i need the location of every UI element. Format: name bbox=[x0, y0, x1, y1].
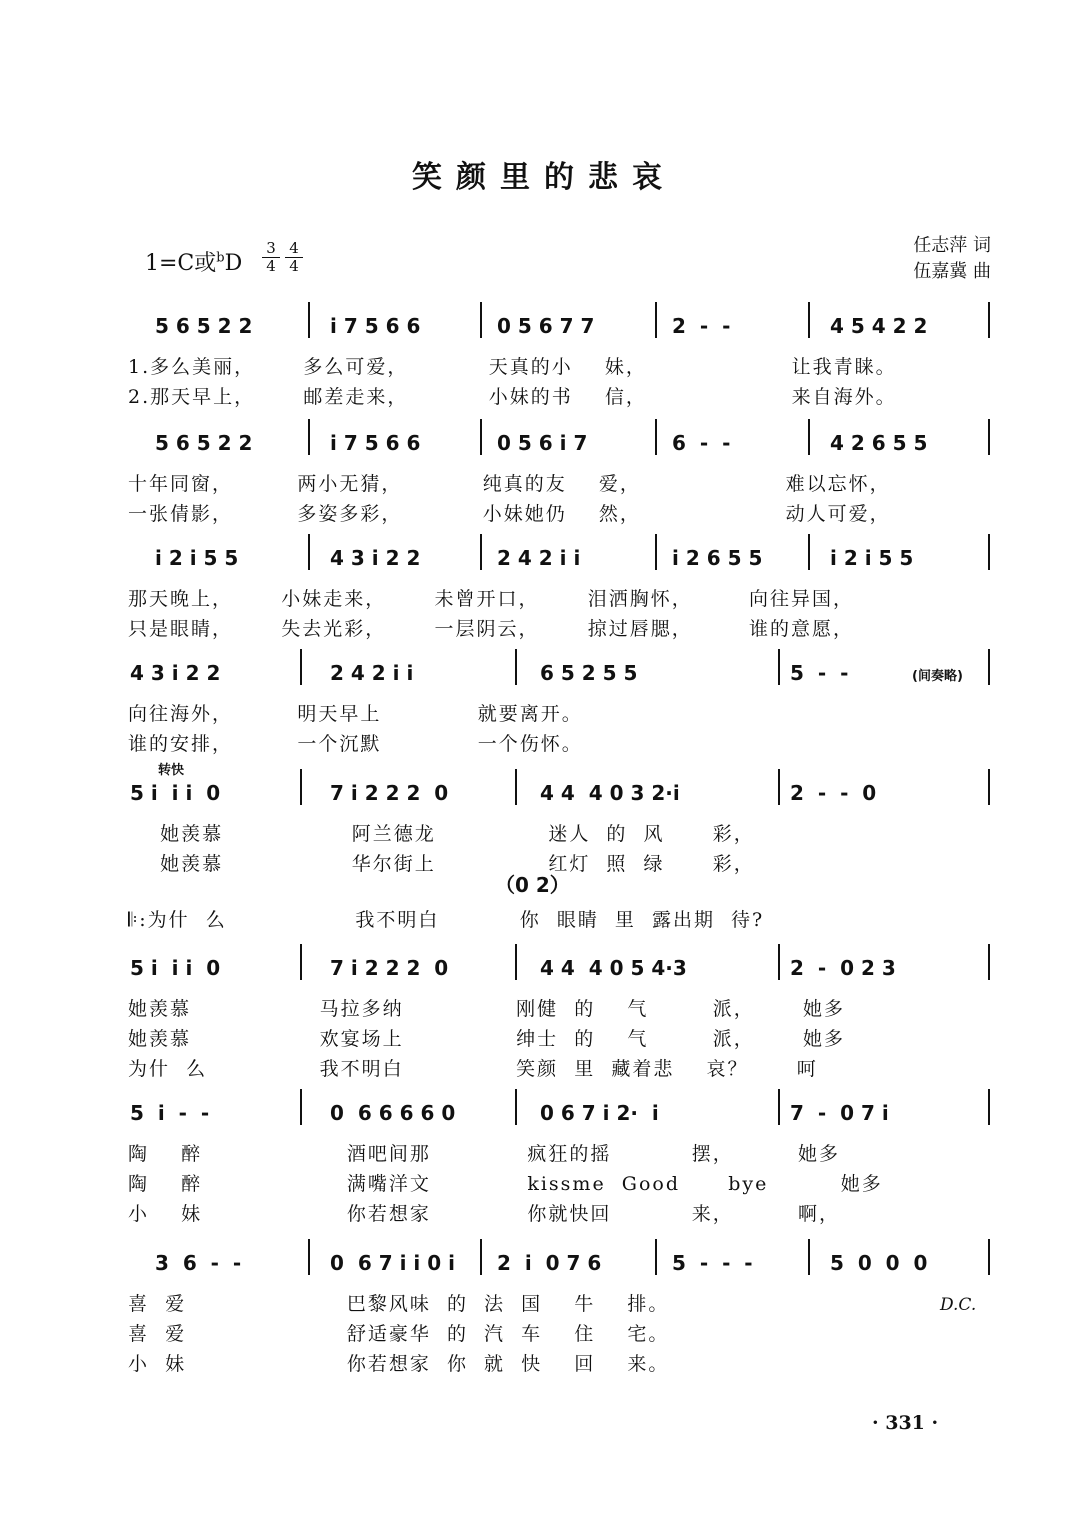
lyric-line: 喜 爱 巴黎风味 的 法 国 牛 排。 bbox=[128, 1293, 670, 1315]
barline bbox=[300, 944, 302, 980]
measure-notes: 4 3 i 2 2 bbox=[130, 661, 221, 685]
lyric-line: 谁的安排， 一个沉默 一个伤怀。 bbox=[128, 733, 583, 755]
measure-notes: 3 6 - - bbox=[155, 1251, 242, 1275]
barline bbox=[655, 1239, 657, 1275]
barline bbox=[300, 769, 302, 805]
composer: 伍嘉冀 曲 bbox=[913, 261, 991, 282]
measure-notes: 5 6 5 2 2 bbox=[155, 314, 253, 338]
barline bbox=[988, 302, 990, 338]
barline bbox=[988, 1239, 990, 1275]
measure-notes: 0 6 7 i i 0 i bbox=[330, 1251, 455, 1275]
lyric-line: 那天晚上， 小妹走来， 未曾开口， 泪洒胸怀， 向往异国， bbox=[128, 588, 854, 610]
barline bbox=[778, 1089, 780, 1125]
barline bbox=[808, 419, 810, 455]
key-signature: 1=C或$^b$D bbox=[145, 250, 243, 276]
lyric-line: 陶 醉 满嘴洋文 kissme Good bye 她多 bbox=[128, 1173, 883, 1195]
measure-notes: 4 2 6 5 5 bbox=[830, 431, 928, 455]
barline bbox=[778, 769, 780, 805]
lyric-line: 向往海外， 明天早上 就要离开。 bbox=[128, 703, 583, 725]
barline bbox=[778, 944, 780, 980]
measure-notes: 0 5 6 i 7 bbox=[497, 431, 588, 455]
barline bbox=[515, 769, 517, 805]
lyric-line: 她羡慕 阿兰德龙 迷人 的 风 彩， bbox=[128, 823, 755, 845]
measure-notes: 6 - - bbox=[672, 431, 731, 455]
lyric-line: 她羡慕 华尔街上 红灯 照 绿 彩， bbox=[128, 853, 755, 875]
barline bbox=[515, 649, 517, 685]
page-number: · 331 · bbox=[872, 1412, 939, 1434]
barline bbox=[308, 1239, 310, 1275]
measure-notes: 4 4 4 0 3 2·i bbox=[540, 781, 680, 805]
time-signature-2: 4 4 bbox=[285, 240, 303, 275]
barline bbox=[480, 302, 482, 338]
measure-notes: i 7 5 6 6 bbox=[330, 314, 421, 338]
barline bbox=[515, 1089, 517, 1125]
barline bbox=[808, 1239, 810, 1275]
measure-notes: 7 - 0 7 i bbox=[790, 1101, 889, 1125]
measure-notes: 2 4 2 i i bbox=[497, 546, 581, 570]
lyric-line: 她羡慕 欢宴场上 绅士 的 气 派， 她多 bbox=[128, 1028, 845, 1050]
measure-notes: 2 - - bbox=[672, 314, 731, 338]
lyric-line: 陶 醉 酒吧间那 疯狂的摇 摆， 她多 bbox=[128, 1143, 841, 1165]
barline bbox=[808, 302, 810, 338]
measure-notes: 4 5 4 2 2 bbox=[830, 314, 928, 338]
measure-notes: 2 - - 0 bbox=[790, 781, 877, 805]
measure-notes: 0 5 6 7 7 bbox=[497, 314, 595, 338]
lyric-line: 小 妹 你若想家 你 就 快 回 来。 bbox=[128, 1353, 670, 1375]
lyric-line: 小 妹 你若想家 你就快回 来， 啊， bbox=[128, 1203, 841, 1225]
lyric-line: 只是眼睛， 失去光彩， 一层阴云， 掠过唇腮， 谁的意愿， bbox=[128, 618, 854, 640]
barline bbox=[480, 534, 482, 570]
measure-notes: 0 6 6 6 6 0 bbox=[330, 1101, 456, 1125]
measure-notes: 6 5 2 5 5 bbox=[540, 661, 638, 685]
lyric-line: 她羡慕 马拉多纳 刚健 的 气 派， 她多 bbox=[128, 998, 845, 1020]
barline bbox=[655, 419, 657, 455]
barline bbox=[988, 769, 990, 805]
lyric-line: 为什 么 我不明白 笑颜 里 藏着悲 哀？ 呵 bbox=[128, 1058, 818, 1080]
measure-notes: 4 4 4 0 5 4·3 bbox=[540, 956, 687, 980]
song-title: 笑颜里的悲哀 bbox=[412, 160, 676, 195]
measure-notes: 5 0 0 0 bbox=[830, 1251, 928, 1275]
measure-notes: 5 i i i 0 bbox=[130, 781, 221, 805]
barline bbox=[988, 944, 990, 980]
time-signature-1: 3 4 bbox=[262, 240, 280, 275]
barline bbox=[480, 1239, 482, 1275]
barline bbox=[515, 944, 517, 980]
measure-notes: i 2 6 5 5 bbox=[672, 546, 763, 570]
barline bbox=[308, 534, 310, 570]
measure-notes: 5 i i i 0 bbox=[130, 956, 221, 980]
barline bbox=[808, 534, 810, 570]
barline bbox=[308, 419, 310, 455]
lyric-line: 喜 爱 舒适豪华 的 汽 车 住 宅。 bbox=[128, 1323, 670, 1345]
measure-notes: 0 6 7 i 2· i bbox=[540, 1101, 659, 1125]
measure-notes: 5 - - bbox=[790, 661, 849, 685]
measure-notes: 5 - - - bbox=[672, 1251, 753, 1275]
measure-notes: i 2 i 5 5 bbox=[155, 546, 239, 570]
measure-notes: 2 4 2 i i bbox=[330, 661, 414, 685]
barline bbox=[655, 534, 657, 570]
measure-notes: 5 i - - bbox=[130, 1101, 210, 1125]
measure-notes: i 2 i 5 5 bbox=[830, 546, 914, 570]
measure-notes: 7 i 2 2 2 0 bbox=[330, 781, 449, 805]
barline bbox=[988, 1089, 990, 1125]
barline bbox=[988, 534, 990, 570]
lyric-line: 2.那天早上， 邮差走来， 小妹的书 信， 来自海外。 bbox=[128, 386, 897, 408]
credits bbox=[913, 233, 991, 285]
lyric-line: 𝄆:为什 么 我不明白 你 眼睛 里 露出期 待? bbox=[128, 909, 765, 931]
lyricist: 任志萍 词 bbox=[913, 235, 991, 256]
barline bbox=[480, 419, 482, 455]
barline bbox=[778, 649, 780, 685]
barline bbox=[655, 302, 657, 338]
measure-notes: 7 i 2 2 2 0 bbox=[330, 956, 449, 980]
barline bbox=[988, 649, 990, 685]
bracket-notes: （0 2） bbox=[495, 873, 570, 897]
tempo-marking: 转快 bbox=[158, 763, 185, 778]
measure-notes: 5 6 5 2 2 bbox=[155, 431, 253, 455]
barline bbox=[988, 419, 990, 455]
lyric-line: 1.多么美丽， 多么可爱， 天真的小 妹， 让我青睐。 bbox=[128, 356, 897, 378]
measure-notes: 4 3 i 2 2 bbox=[330, 546, 421, 570]
measure-notes: 2 i 0 7 6 bbox=[497, 1251, 602, 1275]
lyric-line: 十年同窗， 两小无猜， 纯真的友 爱， 难以忘怀， bbox=[128, 473, 891, 495]
barline bbox=[308, 302, 310, 338]
interlude-note: (间奏略) bbox=[912, 669, 963, 684]
measure-notes: i 7 5 6 6 bbox=[330, 431, 421, 455]
barline bbox=[300, 1089, 302, 1125]
barline bbox=[300, 649, 302, 685]
measure-notes: 2 - 0 2 3 bbox=[790, 956, 896, 980]
lyric-line: 一张倩影， 多姿多彩， 小妹她仍 然， 动人可爱， bbox=[128, 503, 891, 525]
dc-marking: D.C. bbox=[940, 1295, 977, 1315]
